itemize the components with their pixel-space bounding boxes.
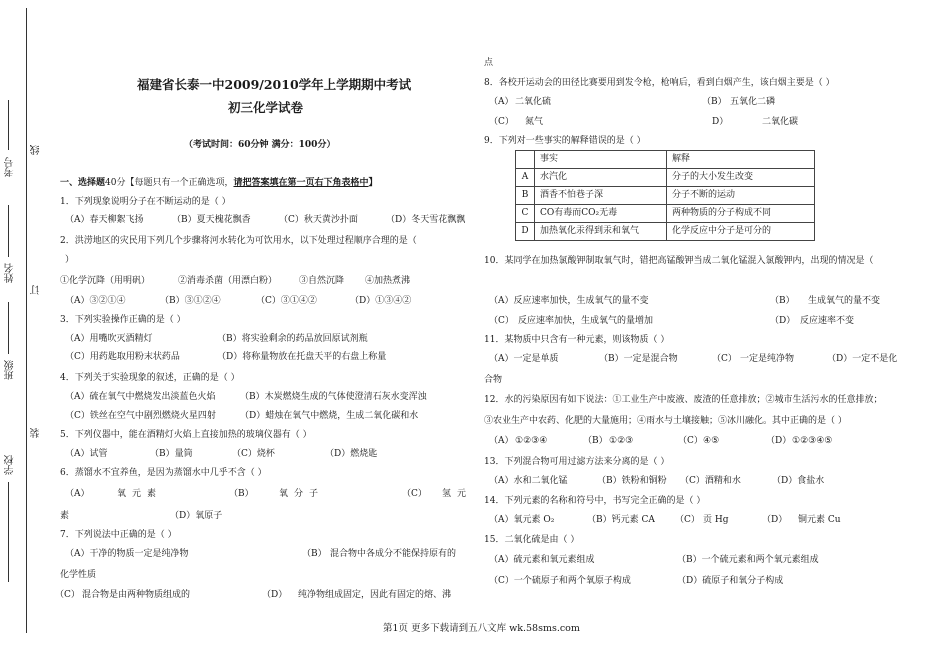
q12-option-b-text: ①②③ (609, 436, 634, 446)
table-cell: 两种物质的分子构成不同 (667, 205, 815, 223)
q1-option-a: （A）春天柳絮飞扬 (65, 215, 144, 225)
q10-option-c-label: （C） (489, 316, 514, 326)
margin-label-name: 姓名 (5, 263, 16, 283)
q4-option-d: （D）蜡烛在氧气中燃烧，生成二氧化碳和水 (240, 411, 419, 421)
q8-stem: 8．各校开运动会的田径比赛要用到发令枪，枪响后，看到白烟产生，该白烟主要是（ ） (484, 78, 835, 88)
q7-option-b-label: （B） (302, 549, 327, 559)
q7-option-d-cont: 点 (484, 58, 494, 68)
q11-option-c-text: 一定是纯净物 (740, 354, 795, 364)
margin-blank-name (8, 205, 9, 257)
q8-option-b-label: （B） (702, 97, 727, 107)
q2-stem: 2．洪涝地区的灾民用下列几个步骤将河水转化为可饮用水，以下处理过程顺序合理的是（ (60, 236, 417, 246)
q6-option-c-text: 氢元 (442, 489, 473, 499)
q4-option-a: （A）硫在氧气中燃烧发出淡蓝色火焰 (65, 392, 216, 402)
q15-option-d: （D）硫原子和氧分子构成 (677, 576, 784, 586)
q6-option-c-cont: 素 (60, 511, 70, 521)
q13-option-b: （B）铁粉和铜粉 (597, 476, 667, 486)
q2-step-2: ②消毒杀菌（用漂白粉） (178, 276, 278, 286)
q11-option-d: （D）一定不是化 (827, 354, 898, 364)
q7-option-b-text: 混合物中各成分不能保持原有的 (330, 549, 457, 559)
q6-option-a-text: 氧元素 (117, 489, 163, 499)
q10-option-c-text: 反应速率加快，生成氧气的量增加 (518, 316, 654, 326)
q11-option-c-label: （C） (712, 354, 737, 364)
table-row (516, 223, 815, 241)
q10-option-a: （A）反应速率加快，生成氧气的量不变 (489, 296, 649, 306)
q14-option-d-text: 铜元素 Cu (798, 515, 841, 525)
section-heading-emphasis: 请把答案填在第一页右下角表格中 (233, 178, 369, 188)
q8-option-a-text: 二氧化硫 (515, 97, 552, 107)
margin-mark-bind: 订 (31, 285, 42, 295)
q14-option-c-text: 贡 Hg (703, 515, 729, 525)
q8-option-c-label: （C） (489, 117, 514, 127)
table-header-cell: 事实 (535, 151, 667, 169)
q6-option-d: （D）氧原子 (170, 511, 223, 521)
q2-step-1: ①化学沉降（用明矾） (60, 276, 151, 286)
q4-option-b: （B）木炭燃烧生成的气体使澄清石灰水变浑浊 (240, 392, 427, 402)
q12-option-d-label: （D） (766, 436, 792, 446)
section-heading-prefix: 一、选择题 (60, 178, 106, 188)
q4-option-c: （C）铁丝在空气中剧烈燃烧火星四射 (65, 411, 216, 421)
q3-option-d: （D）将称量物放在托盘天平的右盘上称量 (217, 352, 387, 362)
q14-option-d-label: （D） (762, 515, 788, 525)
q12-stem-cont: ③农业生产中农药、化肥的大量施用；④雨水与土壤接触；⑤冰川融化。其中正确的是（ ） (484, 416, 847, 426)
binding-line (26, 8, 27, 633)
table-cell: D (516, 223, 535, 241)
exam-subtitle: 初三化学试卷 (228, 100, 304, 115)
table-cell: 分子不断的运动 (667, 187, 815, 205)
q10-option-d-label: （D） (770, 316, 796, 326)
table-row (516, 169, 815, 187)
table-cell: C (516, 205, 535, 223)
q3-option-b: （B）将实验剩余的药品放回原试剂瓶 (217, 334, 368, 344)
table-cell: CO有毒而CO₂无毒 (535, 205, 667, 223)
margin-label-school: 学校 (5, 455, 16, 475)
exam-info: （考试时间：60分钟 满分：100分） (184, 140, 336, 150)
q1-stem: 1．下列现象说明分子在不断运动的是（ ） (60, 197, 231, 207)
q6-option-b-label: （B） (229, 489, 254, 499)
q10-stem: 10．某同学在加热氯酸钾制取氧气时，错把高锰酸钾当成二氧化锰混入氯酸钾内，出现的情况是（ (484, 256, 874, 266)
q12-option-c-text: ④⑤ (703, 436, 720, 446)
q6-option-a-label: （A） (65, 489, 90, 499)
q1-option-c: （C）秋天黄沙扑面 (279, 215, 358, 225)
q11-option-b: （B）一定是混合物 (599, 354, 678, 364)
table-header-row (516, 151, 815, 169)
q6-option-c-label: （C） (402, 489, 427, 499)
exam-title: 福建省长泰一中2009/2010学年上学期期中考试 (137, 77, 412, 92)
q7-option-d-text: 纯净物组成固定，因此有固定的熔、沸 (298, 590, 452, 600)
q7-stem: 7．下列说法中正确的是（ ） (60, 530, 177, 540)
table-cell: A (516, 169, 535, 187)
q12-option-d-text: ①②③④⑤ (792, 436, 833, 446)
table-cell: 加热氧化汞得到汞和氧气 (535, 223, 667, 241)
q5-option-b: （B）量筒 (150, 449, 193, 459)
table-header-cell: 解释 (667, 151, 815, 169)
q14-option-c-label: （C） (675, 515, 700, 525)
q15-option-c: （C）一个硫原子和两个氧原子构成 (489, 576, 631, 586)
q12-option-c-label: （C） (678, 436, 703, 446)
q13-option-d: （D）食盐水 (772, 476, 825, 486)
q15-option-b: （B）一个硫元素和两个氧元素组成 (677, 555, 819, 565)
q7-option-d-label: （D） (262, 590, 288, 600)
q9-facts-table (515, 150, 815, 241)
q11-option-d-cont: 合物 (484, 375, 503, 385)
q3-stem: 3．下列实验操作正确的是（ ） (60, 315, 186, 325)
margin-blank-school (8, 482, 9, 582)
q2-option-d: （D）①③④② (350, 296, 412, 306)
q12-option-b-label: （B） (583, 436, 608, 446)
q12-option-a-text: ①②③④ (515, 436, 548, 446)
q7-option-a: （A）干净的物质一定是纯净物 (65, 549, 189, 559)
section-heading-score: 40分【每题只有一个正确选项， (105, 178, 234, 188)
q8-option-d-label: D） (712, 117, 729, 127)
q5-stem: 5．下列仪器中，能在酒精灯火焰上直接加热的玻璃仪器有（ ） (60, 430, 312, 440)
q2-option-a: （A）③②①④ (65, 296, 126, 306)
q11-option-a: （A）一定是单质 (489, 354, 559, 364)
q10-option-b-label: （B） (770, 296, 795, 306)
margin-label-class: 班级 (5, 360, 16, 380)
q14-stem: 14．下列元素的名称和符号中，书写完全正确的是（ ） (484, 496, 706, 506)
q1-option-d: （D）冬天雪花飘飘 (386, 215, 466, 225)
q2-step-3: ③自然沉降 (299, 276, 345, 286)
q4-stem: 4．下列关于实验现象的叙述，正确的是（ ） (60, 373, 240, 383)
q11-stem: 11．某物质中只含有一种元素，则该物质（ ） (484, 335, 670, 345)
margin-blank-exam-number (8, 100, 9, 150)
q14-option-b: （B）钙元素 CA (587, 515, 655, 525)
q8-option-c-text: 氮气 (525, 117, 544, 127)
q13-stem: 13．下列混合物可用过滤方法来分离的是（ ） (484, 457, 670, 467)
q7-option-c-label: （C） (55, 590, 80, 600)
q15-stem: 15．二氧化硫是由（ ） (484, 535, 580, 545)
q2-option-c: （C）③①④② (256, 296, 317, 306)
table-cell: 化学反应中分子是可分的 (667, 223, 815, 241)
q10-option-b-text: 生成氧气的量不变 (808, 296, 881, 306)
margin-mark-staple: 装 (31, 428, 42, 438)
q5-option-d: （D）燃烧匙 (325, 449, 378, 459)
table-cell: 分子的大小发生改变 (667, 169, 815, 187)
q5-option-a: （A）试管 (65, 449, 108, 459)
table-cell: 水汽化 (535, 169, 667, 187)
section-heading-suffix: 】 (368, 178, 378, 188)
q3-option-a: （A）用嘴吹灭酒精灯 (65, 334, 153, 344)
q13-option-a: （A）水和二氧化锰 (489, 476, 568, 486)
q15-option-a: （A）硫元素和氧元素组成 (489, 555, 595, 565)
q5-option-c: （C）烧杯 (232, 449, 275, 459)
q6-option-b-text: 氧分子 (279, 489, 325, 499)
q7-option-c-text: 混合物是由两种物质组成的 (82, 590, 191, 600)
section-heading (60, 178, 378, 189)
q2-stem-cont: ） (65, 255, 75, 265)
q12-option-a-label: （A） (489, 436, 514, 446)
table-row (516, 187, 815, 205)
q14-option-a: （A）氧元素 O₂ (489, 515, 555, 525)
q1-option-b: （B）夏天槐花飘香 (172, 215, 251, 225)
q3-option-c: （C）用药匙取用粉末状药品 (65, 352, 180, 362)
q9-stem: 9．下列对一些事实的解释错误的是（ ） (484, 136, 646, 146)
table-row (516, 205, 815, 223)
q2-option-b: （B）③①②④ (160, 296, 221, 306)
q12-stem: 12．水的污染原因有如下说法：①工业生产中废液、废渣的任意排放；②城市生活污水的任意排放； (484, 395, 883, 405)
table-cell: B (516, 187, 535, 205)
q2-step-4: ④加热煮沸 (365, 276, 411, 286)
table-cell: 酒香不怕巷子深 (535, 187, 667, 205)
q7-option-b-cont: 化学性质 (60, 570, 97, 580)
margin-label-exam-number: 考号 (5, 157, 16, 177)
q13-option-c: （C）酒精和水 (680, 476, 741, 486)
margin-blank-class (8, 302, 9, 354)
q8-option-a-label: （A） (489, 97, 514, 107)
q6-stem: 6．蒸馏水不宜养鱼，是因为蒸馏水中几乎不含（ ） (60, 468, 267, 478)
q10-option-d-text: 反应速率不变 (800, 316, 855, 326)
page-footer: 第1页 更多下载请到五八文库 wk.58sms.com (383, 623, 580, 634)
q8-option-b-text: 五氧化二磷 (730, 97, 776, 107)
margin-mark-line: 线 (31, 145, 42, 155)
q8-option-d-text: 二氧化碳 (762, 117, 799, 127)
table-header-cell (516, 151, 535, 169)
